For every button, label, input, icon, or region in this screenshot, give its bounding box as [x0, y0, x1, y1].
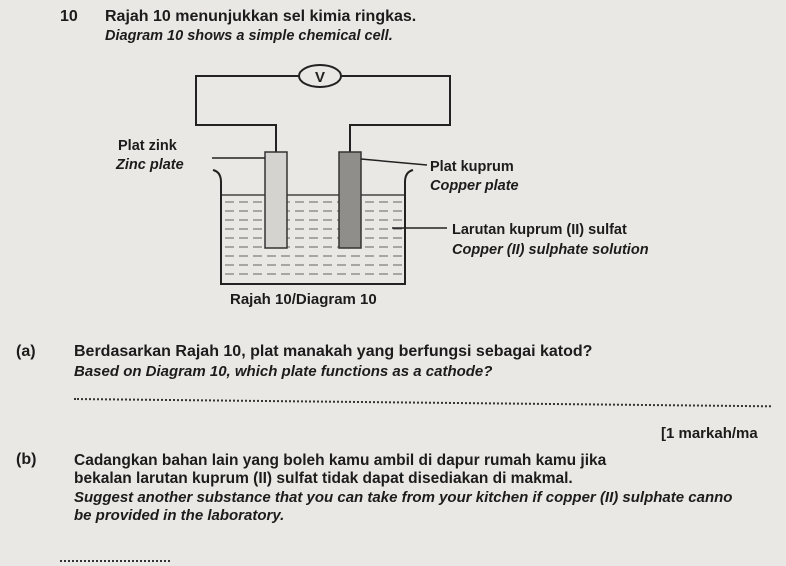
question-number: 10 — [60, 8, 78, 25]
question-subtitle: Diagram 10 shows a simple chemical cell. — [105, 28, 393, 44]
part-a-answer-line[interactable] — [74, 398, 771, 407]
copper-label-en: Copper plate — [430, 178, 519, 194]
part-a-question-en: Based on Diagram 10, which plate functions as a cathode? — [74, 363, 493, 380]
zinc-plate — [265, 152, 287, 248]
part-a-label: (a) — [16, 343, 36, 360]
copper-sulphate-solution — [222, 195, 404, 280]
part-b-question-en-line2: be provided in the laboratory. — [74, 507, 285, 524]
part-b-label: (b) — [16, 451, 37, 468]
part-b-question-ms-line2: bekalan larutan kuprum (II) sulfat tidak dapat disediakan di makmal. — [74, 470, 573, 487]
solution-label-ms: Larutan kuprum (II) sulfat — [452, 222, 627, 238]
diagram-caption: Rajah 10/Diagram 10 — [230, 291, 377, 308]
solution-label-en: Copper (II) sulphate solution — [452, 242, 649, 258]
voltmeter-icon — [299, 65, 341, 87]
copper-plate — [339, 152, 361, 248]
part-b-question-en-line1: Suggest another substance that you can take from your kitchen if copper (II) sulphate canno — [74, 489, 733, 506]
voltmeter-label: V — [314, 69, 326, 86]
zinc-label-en: Zinc plate — [116, 157, 184, 173]
part-a-question-ms: Berdasarkan Rajah 10, plat manakah yang berfungsi sebagai katod? — [74, 343, 593, 360]
zinc-label-ms: Plat zink — [118, 138, 177, 154]
question-title: Rajah 10 menunjukkan sel kimia ringkas. — [105, 8, 417, 25]
part-b-answer-line[interactable] — [60, 560, 170, 562]
part-b-question-ms-line1: Cadangkan bahan lain yang boleh kamu ambil di dapur rumah kamu jika — [74, 452, 607, 469]
copper-label-ms: Plat kuprum — [430, 159, 514, 175]
part-a-marks: [1 markah/ma — [661, 425, 758, 442]
